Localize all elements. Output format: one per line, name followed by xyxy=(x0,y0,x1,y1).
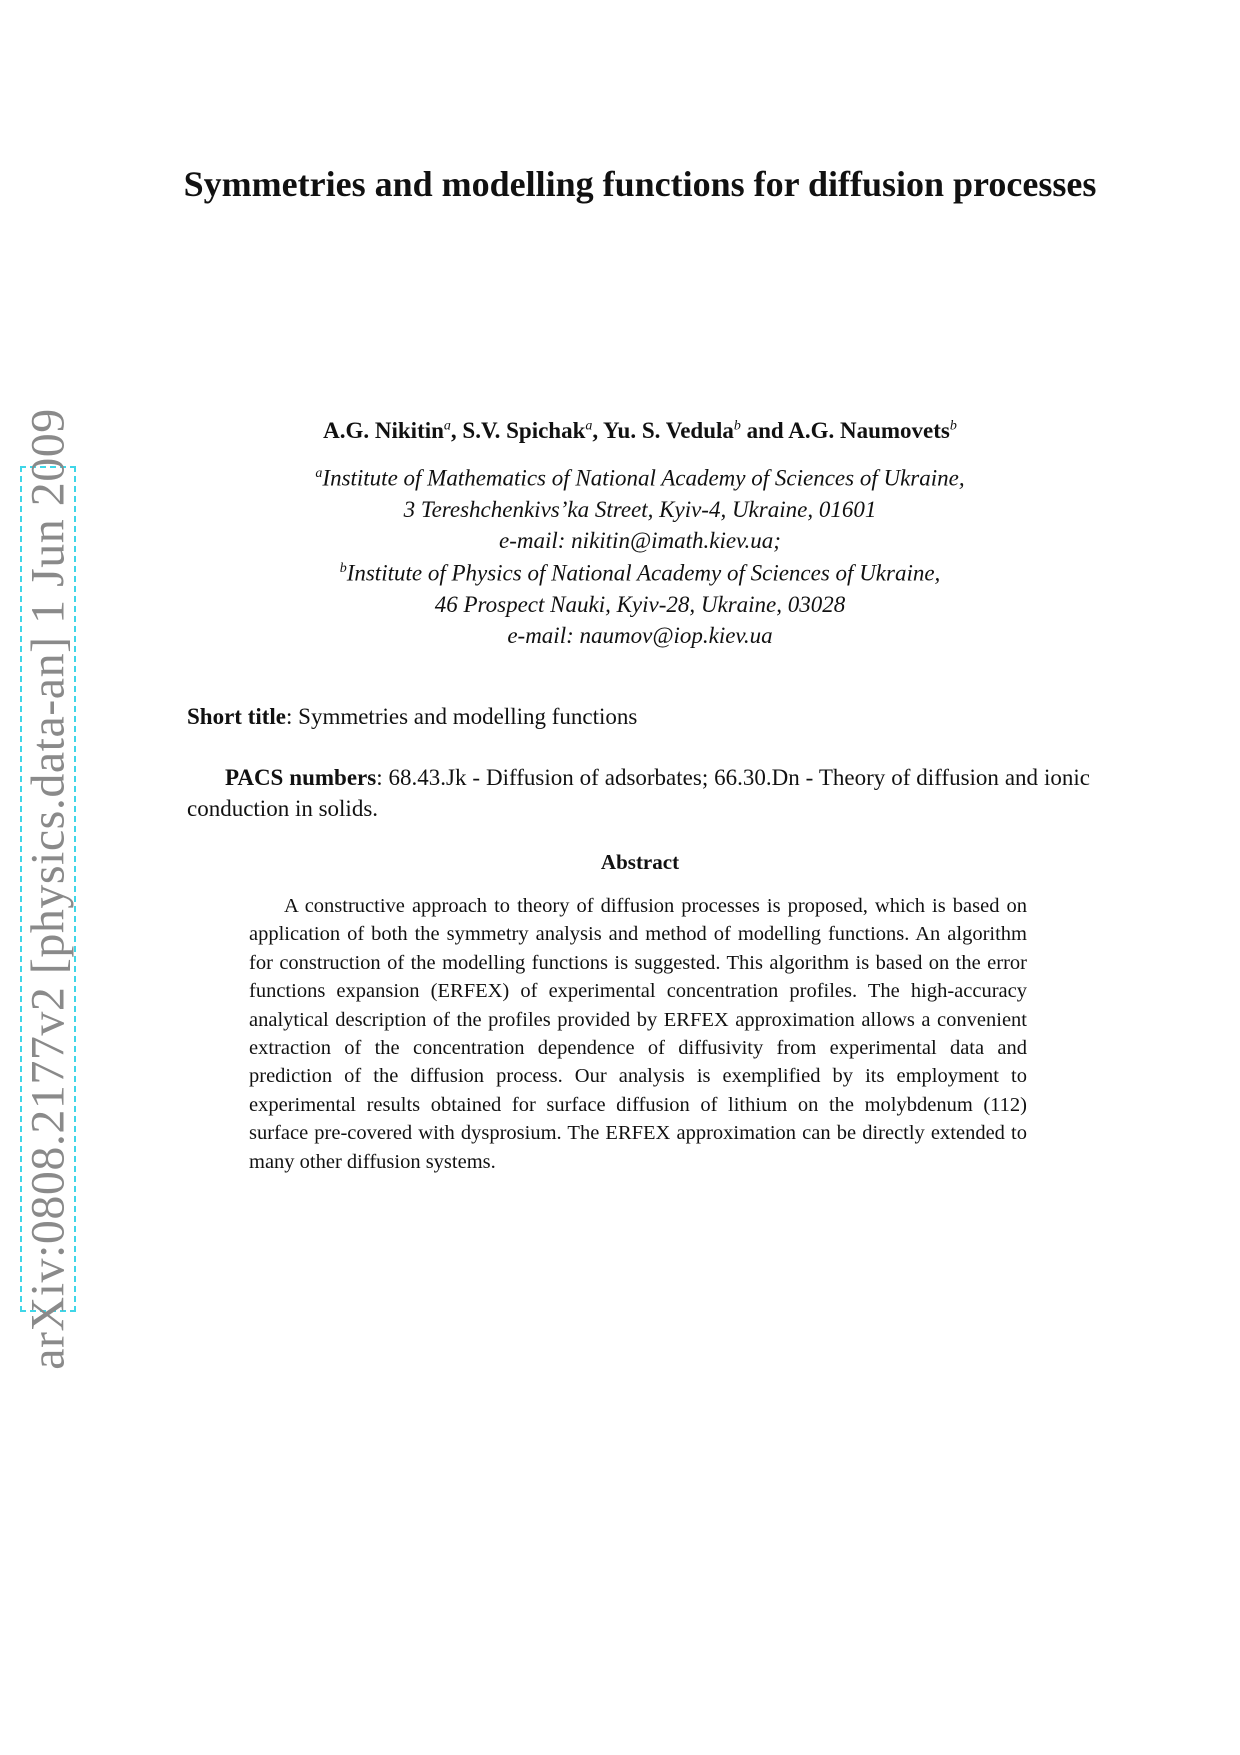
affiliation-address: 46 Prospect Nauki, Kyiv-28, Ukraine, 03028 xyxy=(434,591,846,617)
short-title xyxy=(187,704,637,730)
affiliation-mark: a xyxy=(315,466,323,481)
affiliation-institute-text: Institute of Mathematics of National Academy of Sciences of Ukraine, xyxy=(322,465,965,491)
affiliation-institute xyxy=(150,553,1130,589)
abstract-heading: Abstract xyxy=(600,850,680,874)
author-separator: , xyxy=(592,418,604,443)
author-separator: , xyxy=(450,418,463,443)
author-name: Yu. S. Vedula xyxy=(603,418,734,443)
author-affil-mark: b xyxy=(733,418,741,434)
affiliation-mark: b xyxy=(339,561,347,576)
short-title-text: : Symmetries and modelling functions xyxy=(286,704,638,729)
affiliation-b xyxy=(150,553,1130,651)
affiliation-email: e-mail: nikitin@imath.kiev.ua; xyxy=(499,527,781,553)
author-name: A.G. Nikitin xyxy=(323,418,444,443)
abstract-body: A constructive approach to theory of diffusion processes is proposed, which is based on application of both the symmetry analysis and method of modelling functions. An algorithm for construction of the modelling functions is suggested. This algorithm is based on the error functions expansion (ERFEX) of experimental concentration profiles. The high-accuracy analytical description of the profiles provided by ERFEX approximation allows a convenient extraction of the concentration dependence of diffusivity from experimental data and prediction of the diffusion process. Our analysis is exemplified by its employment to experimental results obtained for surface diffusion of lithium on the molybdenum (112) surface pre-covered with dysprosium. The ERFEX approximation can be directly extended to many other diffusion systems. xyxy=(249,895,1027,1173)
paper-title: Symmetries and modelling functions for diffusion processes xyxy=(183,164,1097,204)
short-title-label: Short title xyxy=(187,704,287,729)
affiliation-a xyxy=(150,458,1130,556)
pacs-numbers xyxy=(187,762,1090,824)
author-separator: and xyxy=(740,418,789,443)
author-name: S.V. Spichak xyxy=(462,418,586,443)
author-affil-mark: b xyxy=(949,418,957,434)
affiliation-email: e-mail: naumov@iop.kiev.ua xyxy=(507,622,773,648)
author-affil-mark: a xyxy=(443,418,451,434)
affiliation-institute-text: Institute of Physics of National Academy of Sciences of Ukraine, xyxy=(346,560,941,586)
author-list xyxy=(150,418,1130,444)
affiliation-institute xyxy=(150,458,1130,494)
author-affil-mark: a xyxy=(585,418,593,434)
arxiv-stamp-text: arXiv:0808.2177v2 [physics.data-an] 1 Jun 2009 xyxy=(21,408,75,1370)
pacs-text: : 68.43.Jk - Diffusion of adsorbates; 66.30.Dn - Theory of diffusion and ionic conduction in solids. xyxy=(187,765,1090,821)
arxiv-stamp xyxy=(20,408,76,1370)
pacs-label: PACS numbers xyxy=(225,765,377,790)
author-name: A.G. Naumovets xyxy=(788,418,950,443)
affiliation-address: 3 Tereshchenkivs’ka Street, Kyiv-4, Ukraine, 01601 xyxy=(403,496,877,522)
